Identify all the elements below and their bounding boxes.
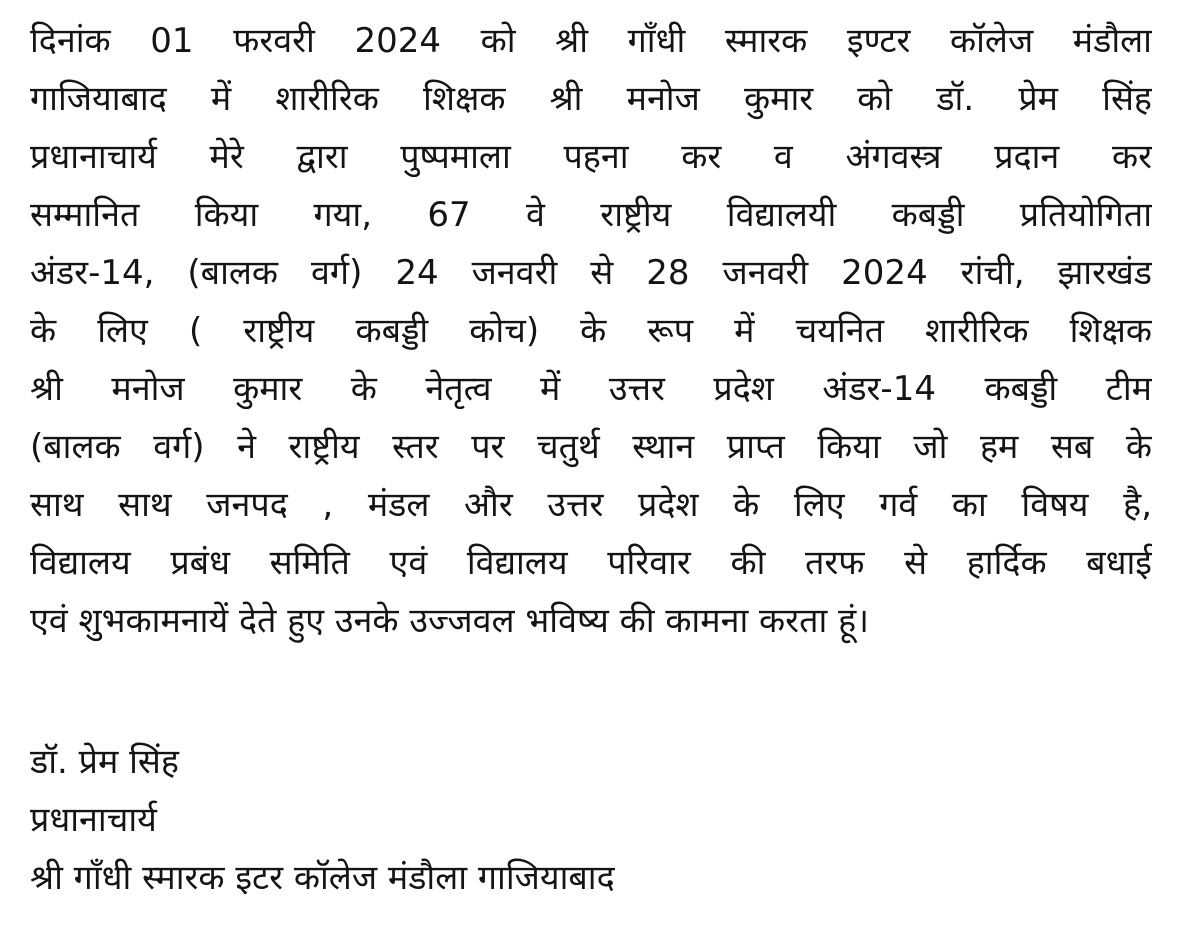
signatory-designation: प्रधानाचार्य xyxy=(30,800,157,840)
letter-line-4: सम्मानित किया गया, 67 वे राष्ट्रीय विद्यालयी कबड्डी प्रतियोगिता xyxy=(30,195,1152,235)
signature-block xyxy=(30,733,615,907)
letter-line-11: एवं शुभकामनायें देते हुए उनके उज्जवल भविष्य की कामना करता हूं। xyxy=(30,601,870,641)
signatory-institution: श्री गाँधी स्मारक इटर कॉलेज मंडौला गाजियाबाद xyxy=(30,858,615,898)
letter-line-1: दिनांक 01 फरवरी 2024 को श्री गाँधी स्मारक इण्टर कॉलेज मंडौला xyxy=(30,21,1152,61)
letter-line-10: विद्यालय प्रबंध समिति एवं विद्यालय परिवार की तरफ से हार्दिक बधाई xyxy=(30,543,1152,583)
letter-line-2: गाजियाबाद में शारीरिक शिक्षक श्री मनोज कुमार को डॉ. प्रेम सिंह xyxy=(30,79,1152,119)
letter-body xyxy=(30,12,1152,650)
letter-line-6: के लिए ( राष्ट्रीय कबड्डी कोच) के रूप में चयनित शारीरिक शिक्षक xyxy=(30,311,1152,351)
letter-line-5: अंडर-14, (बालक वर्ग) 24 जनवरी से 28 जनवरी 2024 रांची, झारखंड xyxy=(30,253,1152,293)
letter-line-9: साथ साथ जनपद , मंडल और उत्तर प्रदेश के लिए गर्व का विषय है, xyxy=(30,485,1152,525)
letter-line-8: (बालक वर्ग) ने राष्ट्रीय स्तर पर चतुर्थ स्थान प्राप्त किया जो हम सब के xyxy=(30,427,1152,467)
signatory-name: डॉ. प्रेम सिंह xyxy=(30,742,179,782)
letter-line-3: प्रधानाचार्य मेरे द्वारा पुष्पमाला पहना कर व अंगवस्त्र प्रदान कर xyxy=(30,137,1152,177)
letter-line-7: श्री मनोज कुमार के नेतृत्व में उत्तर प्रदेश अंडर-14 कबड्डी टीम xyxy=(30,369,1152,409)
